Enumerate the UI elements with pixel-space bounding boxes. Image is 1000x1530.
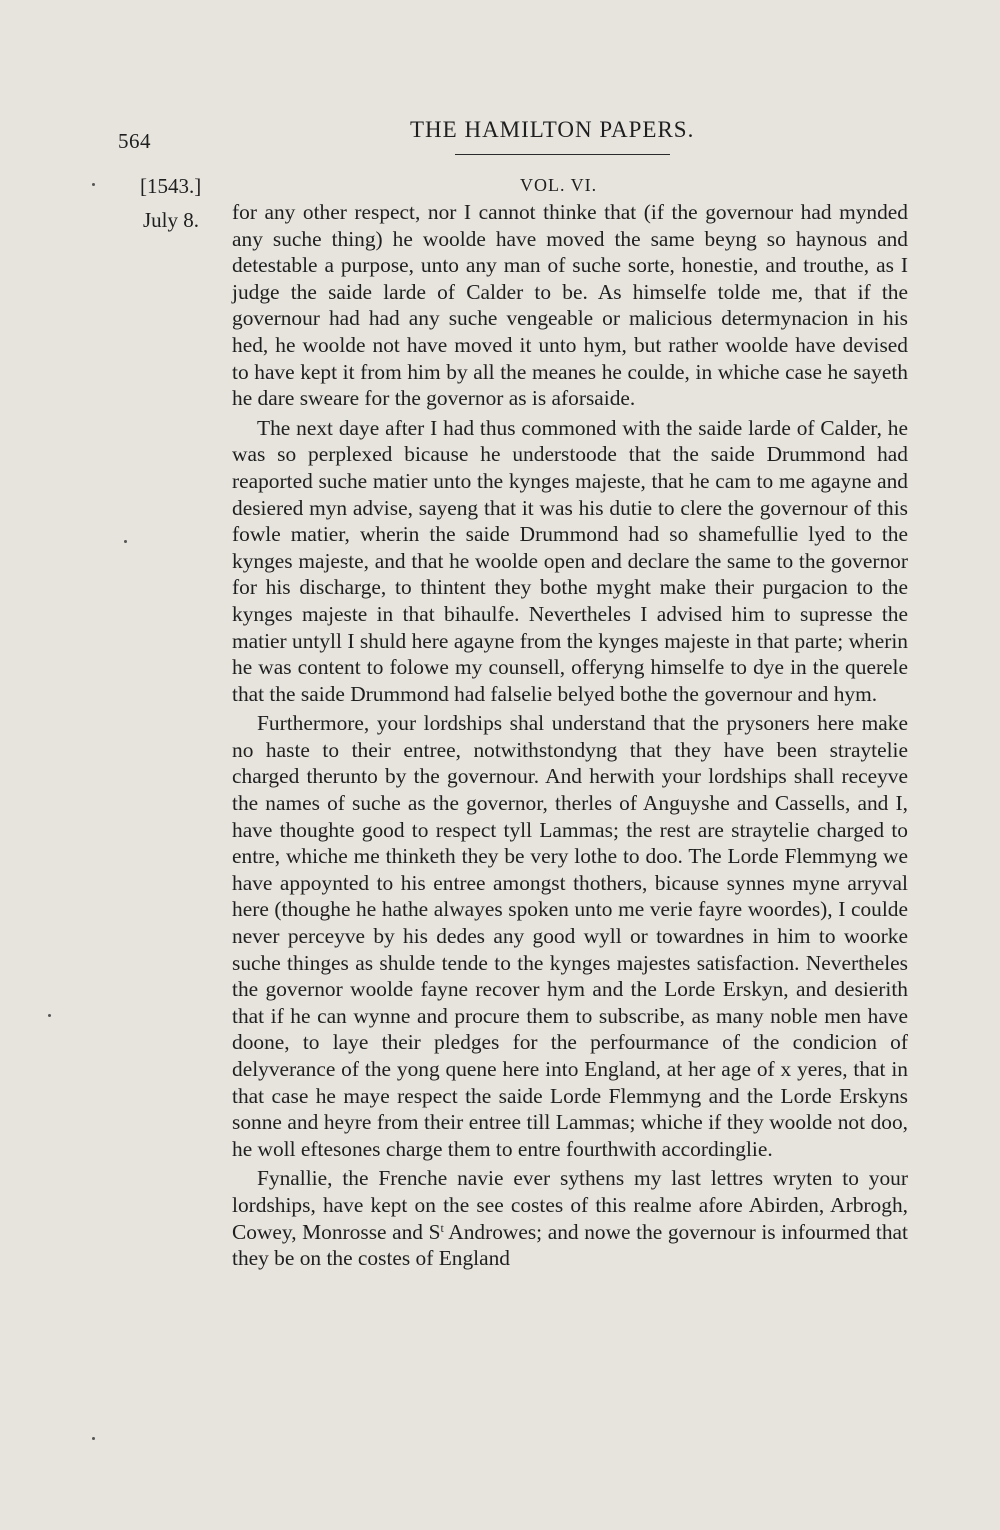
saint-abbreviation-superscript: t — [440, 1220, 444, 1235]
ink-speck — [92, 1437, 95, 1440]
ink-speck — [124, 540, 127, 543]
paragraph-1: for any other respect, nor I cannot thinke that (if the governour had mynded any suche thing) he woolde have moved the same beyng so haynous and detestable a purpose, unto any man of suche sorte, honestie, and trouthe, as I judge the saide larde of Calder to be. As himselfe tolde me, that if the governour had had any suche vengeable or malicious determynacion in his hed, he woolde not have moved it unto hym, but rather woolde have devised to have kept it from him by all the meanes he coulde, in whiche case he sayeth he dare sweare for the governor as is aforsaide. — [232, 200, 908, 411]
paragraph-4 — [232, 1165, 908, 1271]
paragraph-3: Furthermore, your lordships shal understand that the prysoners here make no haste to their entree, notwithstondyng that they have been straytelie charged therunto by the governour. And herwith your lordships shall receyve the names of suche as the governor, therles of Anguyshe and Cassells, and I, have thoughte good to respect tyll Lammas; the rest are straytelie charged to entre, whiche me thinketh they be very lothe to doo. The Lorde Flemmyng we have appoynted to his entree amongst thothers, bicause synnes myne arryval here (thoughe he hathe alwayes spoken unto me verie fayre woordes), I coulde never perceyve by his dedes any good wyll or towardnes in him to woorke suche thinges as shulde tende to the kynges majestes satisfaction. Nevertheles the governor woolde fayne recover hym and the Lorde Erskyn, and desierith that if he can wynne and procure them to subscribe, as many noble men have doone, to laye their pledges for the perfourmance of the condicion of delyverance of the yong quene here into England, at her age of x yeres, that in that case he maye respect the saide Lorde Flemmyng and the Lorde Erskyns sonne and heyre from their entree till Lammas; whiche if they woolde not doo, he woll eftesones charge them to entre fourthwith accordinglie. — [232, 711, 908, 1161]
paragraph-4-text-end: Androwes; and nowe the governour is infourmed that they be on the costes of England — [232, 1219, 908, 1271]
header-rule — [455, 154, 670, 155]
running-title: THE HAMILTON PAPERS. — [410, 117, 695, 142]
year-marker: [1543.] — [140, 174, 202, 198]
letter-body — [232, 199, 908, 1272]
margin-date: July 8. — [143, 208, 200, 232]
ink-speck — [48, 1014, 51, 1017]
paragraph-2: The next daye after I had thus commoned with the saide larde of Calder, he was so perplexed bicause he understoode that the saide Drummond had reaported suche matier unto the kynges majeste, that he cam to me agayne and desiered myn advise, sayeng that it was his dutie to clere the governour of this fowle matier, wherin the saide Drummond had so shamefullie lyed to the kynges majeste, and that he woolde open and declare the same to the governor for his discharge, to thintent they bothe myght make their purgacion to the kynges majeste in that bihaulfe. Nevertheles I advised him to supresse the matier untyll I shuld here agayne from the kynges majeste in that parte; wherin he was content to folowe my counsell, offeryng himselfe to dye in the querele that the saide Drummond had falselie belyed bothe the governour and hym. — [232, 415, 908, 706]
ink-speck — [92, 183, 95, 186]
volume-label: VOL. VI. — [520, 175, 598, 195]
page-number: 564 — [118, 129, 151, 153]
paragraph-4-text-start: Fynallie, the Frenche navie ever sythens my last lettres wryten to your lordships, have kept on the see costes of this realme afore Abirden, Arbrogh, Cowey, Monrosse and S — [232, 1166, 908, 1244]
